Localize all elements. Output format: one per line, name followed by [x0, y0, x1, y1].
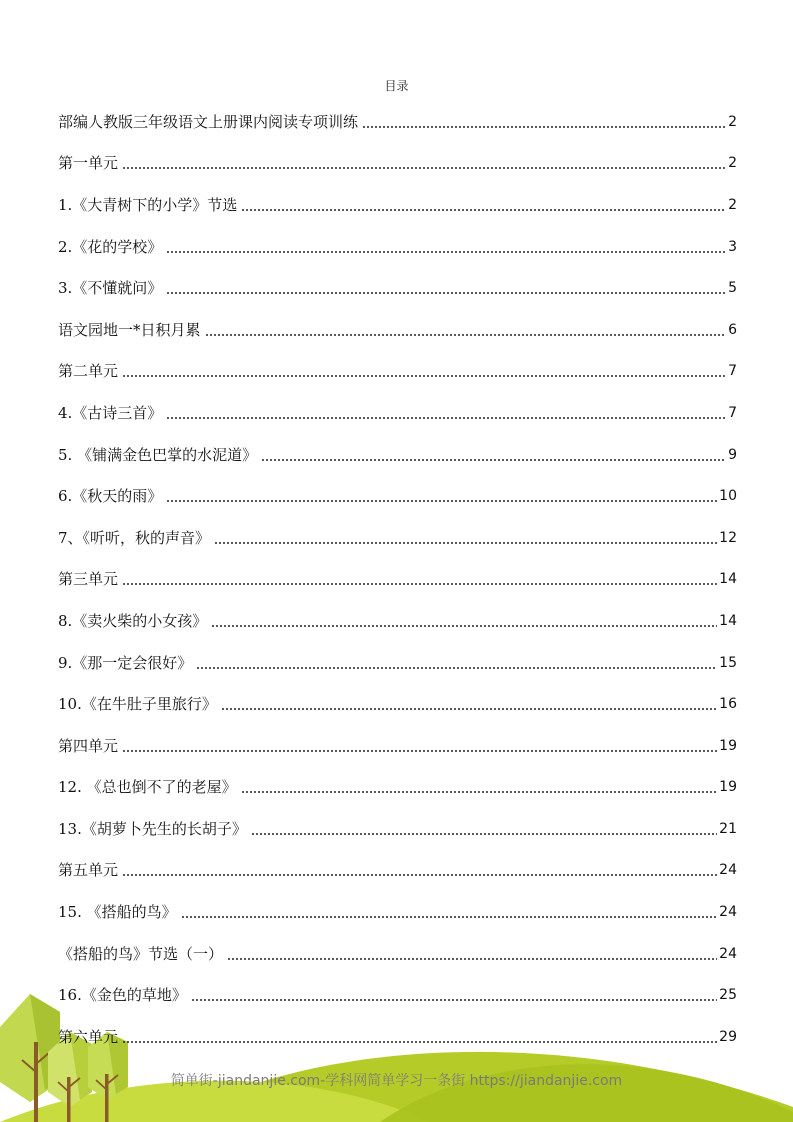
toc-entry[interactable]	[58, 891, 737, 933]
toc-entry[interactable]	[58, 559, 737, 601]
dot-leader	[211, 625, 717, 627]
toc-entry[interactable]	[58, 517, 737, 559]
dot-leader	[241, 209, 725, 211]
footer-watermark: 简单街-jiandanjie.com-学科网简单学习一条街 https://jiandanjie.com	[170, 1073, 623, 1089]
toc-entry-page-number: 2	[728, 155, 737, 172]
toc-entry[interactable]	[58, 600, 737, 642]
dot-leader	[122, 375, 725, 377]
toc-entry-label: 1.《大青树下的小学》节选	[58, 195, 238, 214]
toc-entry-page-number: 15	[719, 654, 737, 671]
toc-entry-page-number: 16	[719, 696, 737, 713]
toc-entry-label: 2.《花的学校》	[58, 237, 163, 256]
toc-entry-page-number: 29	[719, 1028, 737, 1045]
toc-entry-page-number: 24	[719, 904, 737, 921]
toc-entry-page-number: 9	[728, 446, 737, 463]
dot-leader	[241, 791, 718, 793]
toc-entry-page-number: 12	[719, 529, 737, 546]
toc-entry-page-number: 24	[719, 862, 737, 879]
toc-entry[interactable]	[58, 1016, 737, 1058]
toc-entry[interactable]	[58, 392, 737, 434]
dot-leader	[122, 167, 725, 169]
toc-entry-label: 10.《在牛肚子里旅行》	[58, 695, 217, 714]
toc-entry[interactable]	[58, 309, 737, 351]
toc-entry-page-number: 10	[719, 488, 737, 505]
toc-entry-label: 部编人教版三年级语文上册课内阅读专项训练	[58, 112, 359, 131]
toc-entry-label: 5. 《铺满金色巴掌的水泥道》	[58, 445, 258, 464]
dot-leader	[122, 583, 717, 585]
toc-entry-page-number: 19	[719, 779, 737, 796]
toc-entry-page-number: 7	[728, 404, 737, 421]
toc-entry-label: 8.《卖火柴的小女孩》	[58, 611, 208, 630]
toc-entry-page-number: 25	[719, 987, 737, 1004]
toc-entry[interactable]	[58, 143, 737, 185]
toc-entry[interactable]	[58, 767, 737, 809]
dot-leader	[205, 334, 725, 336]
toc-entry-label: 第三单元	[58, 570, 119, 589]
toc-entry[interactable]	[58, 808, 737, 850]
toc-entry[interactable]	[58, 267, 737, 309]
toc-entry-label: 9.《那一定会很好》	[58, 653, 193, 672]
dot-leader	[122, 1041, 717, 1043]
toc-entry-page-number: 3	[728, 238, 737, 255]
toc-entry-label: 第一单元	[58, 154, 119, 173]
toc-entry[interactable]	[58, 933, 737, 975]
toc-entry[interactable]	[58, 351, 737, 393]
dot-leader	[227, 958, 717, 960]
dot-leader	[214, 542, 717, 544]
toc-entry-page-number: 7	[728, 363, 737, 380]
toc-entry-label: 语文园地一*日积月累	[58, 320, 201, 339]
toc-entry-page-number: 21	[719, 820, 737, 837]
dot-leader	[181, 916, 718, 918]
toc-entry-label: 15. 《搭船的鸟》	[58, 903, 177, 922]
dot-leader	[221, 708, 717, 710]
toc-entry-label: 7、《听听，秋的声音》	[58, 528, 211, 547]
toc-entry-page-number: 24	[719, 945, 737, 962]
toc-entry-label: 16.《金色的草地》	[58, 986, 187, 1005]
toc-entry-page-number: 2	[728, 196, 737, 213]
toc-entry[interactable]	[58, 226, 737, 268]
toc-entry[interactable]	[58, 683, 737, 725]
toc-entry[interactable]	[58, 850, 737, 892]
toc-entry[interactable]	[58, 101, 737, 143]
toc-entry-label: 第五单元	[58, 861, 119, 880]
dot-leader	[362, 126, 725, 128]
dot-leader	[191, 999, 717, 1001]
toc-entry-page-number: 14	[719, 612, 737, 629]
dot-leader	[122, 750, 717, 752]
toc-entry-page-number: 14	[719, 571, 737, 588]
dot-leader	[196, 667, 717, 669]
toc-entry-label: 第六单元	[58, 1027, 119, 1046]
dot-leader	[261, 459, 725, 461]
table-of-contents	[58, 101, 737, 1058]
dot-leader	[166, 417, 725, 419]
toc-entry-label: 6.《秋天的雨》	[58, 487, 163, 506]
toc-entry[interactable]	[58, 434, 737, 476]
toc-entry[interactable]	[58, 642, 737, 684]
toc-entry-label: 《搭船的鸟》节选（一）	[58, 944, 224, 963]
toc-entry-label: 第二单元	[58, 362, 119, 381]
toc-entry-label: 3.《不懂就问》	[58, 279, 163, 298]
toc-entry-label: 13.《胡萝卜先生的长胡子》	[58, 819, 247, 838]
toc-entry-page-number: 19	[719, 737, 737, 754]
toc-entry-page-number: 5	[728, 280, 737, 297]
dot-leader	[166, 292, 725, 294]
toc-entry-label: 第四单元	[58, 736, 119, 755]
dot-leader	[166, 251, 725, 253]
toc-entry[interactable]	[58, 725, 737, 767]
toc-entry-page-number: 6	[728, 321, 737, 338]
toc-entry-label: 4.《古诗三首》	[58, 403, 163, 422]
toc-entry[interactable]	[58, 974, 737, 1016]
toc-entry-label: 12. 《总也倒不了的老屋》	[58, 778, 237, 797]
toc-entry[interactable]	[58, 475, 737, 517]
toc-title: 目录	[384, 79, 409, 93]
dot-leader	[122, 874, 717, 876]
toc-entry[interactable]	[58, 184, 737, 226]
dot-leader	[166, 500, 717, 502]
toc-entry-page-number: 2	[728, 113, 737, 130]
dot-leader	[251, 833, 717, 835]
